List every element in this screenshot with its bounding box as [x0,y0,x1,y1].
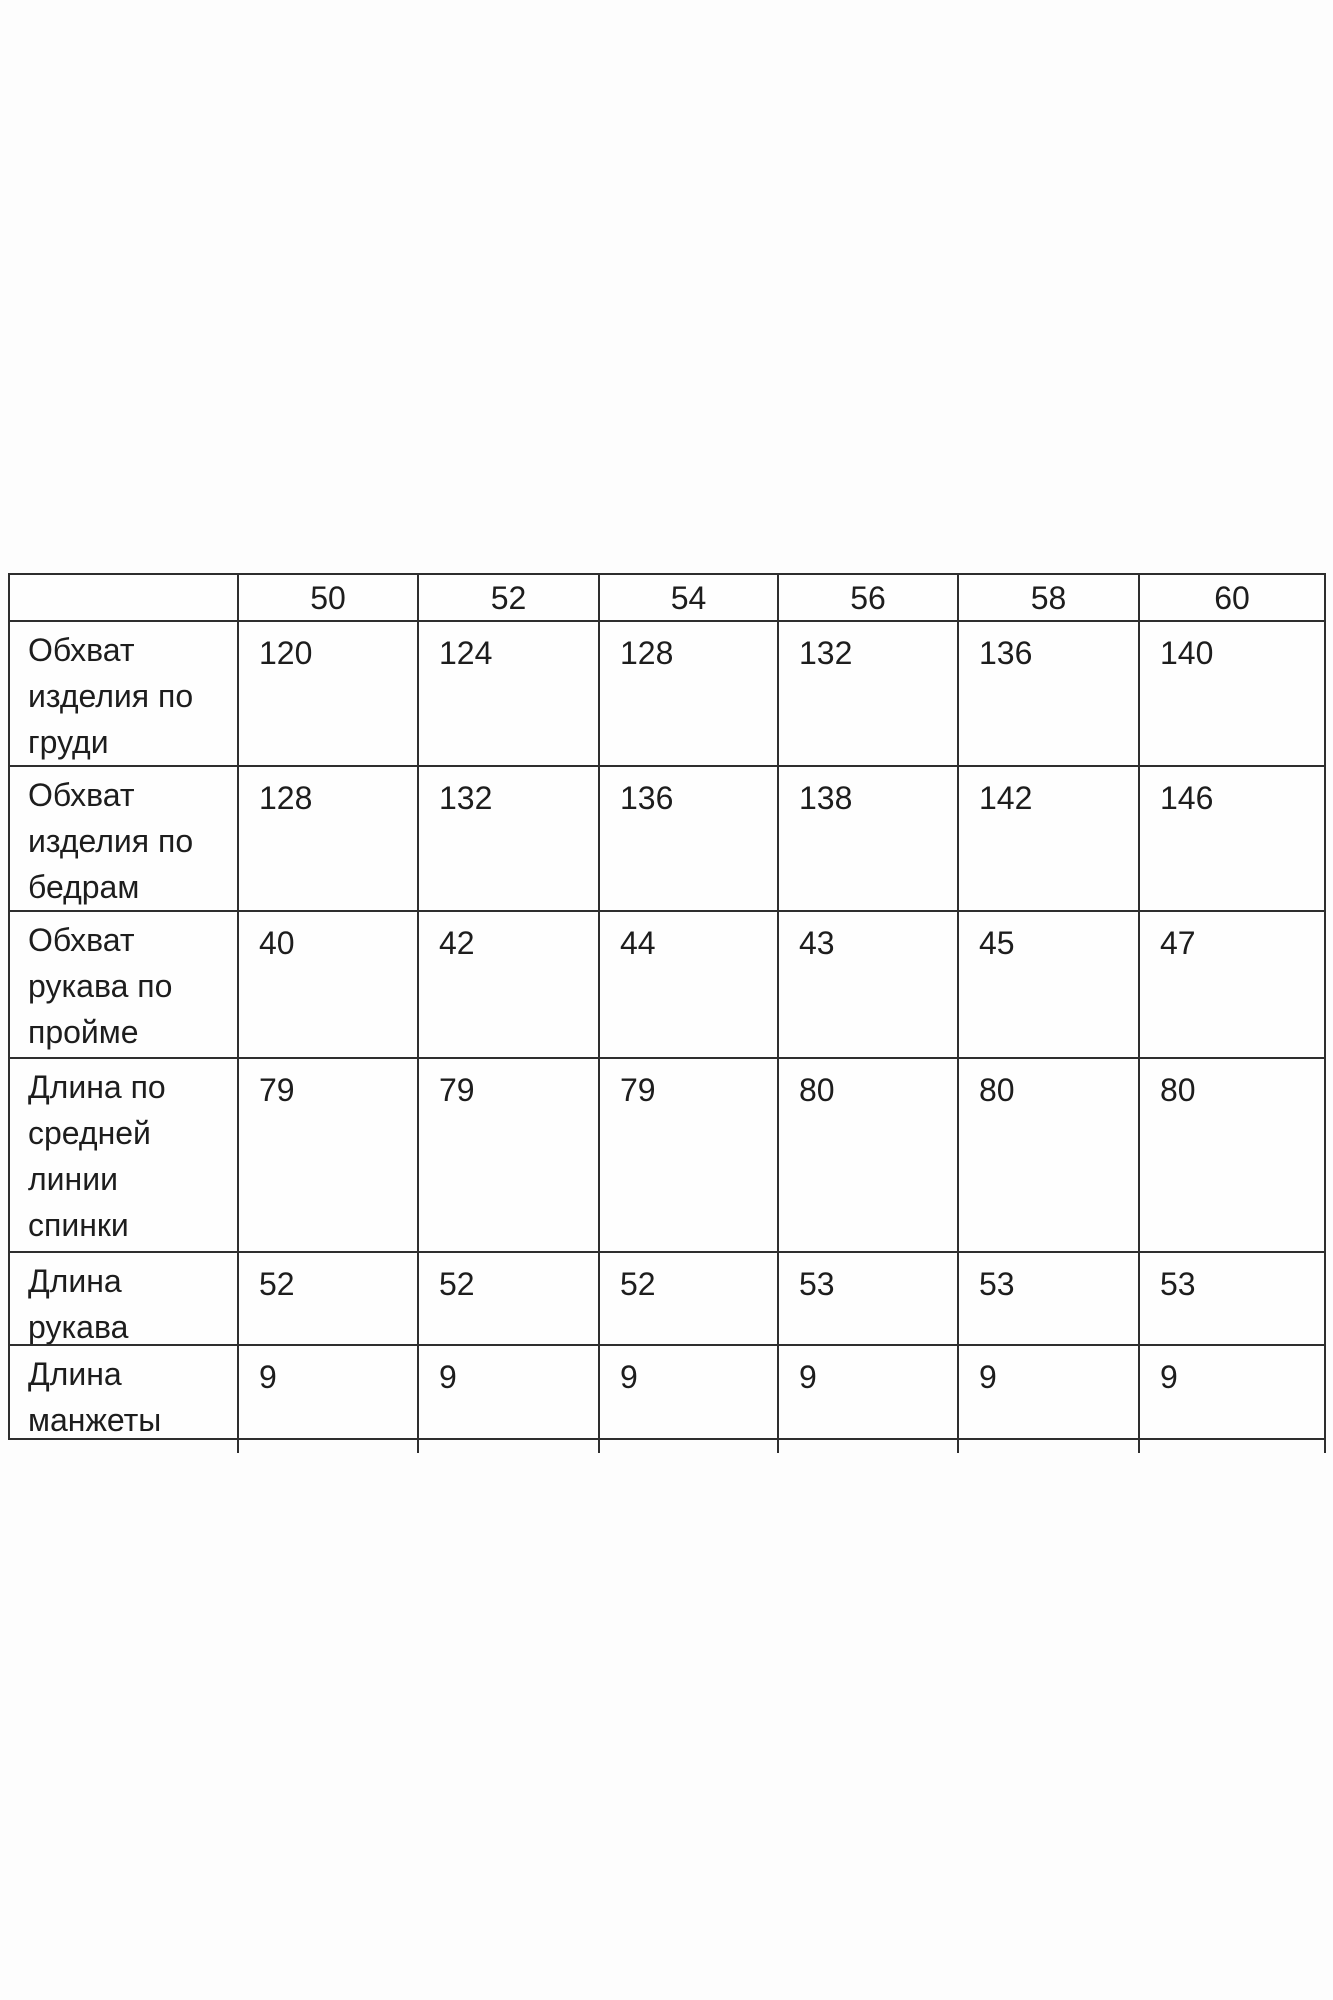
measurement-value-cell: 128 [239,767,419,912]
measurement-value-cell: 80 [1140,1059,1326,1253]
measurement-value-cell: 40 [239,912,419,1059]
border-tick [417,1440,419,1453]
measurement-value-cell: 136 [600,767,779,912]
measurement-value-cell: 9 [1140,1346,1326,1440]
measurement-value-cell: 43 [779,912,959,1059]
measurement-value-cell: 80 [959,1059,1140,1253]
measurement-value-cell: 45 [959,912,1140,1059]
measurement-value-cell: 42 [419,912,600,1059]
measurement-value-cell: 80 [779,1059,959,1253]
measurement-value-cell: 132 [419,767,600,912]
size-column-header: 52 [419,575,600,622]
measurement-value-cell: 124 [419,622,600,767]
border-tick [1138,1440,1140,1453]
measurement-value-cell: 44 [600,912,779,1059]
measurement-value-cell: 52 [600,1253,779,1346]
size-chart-table [8,573,1326,1440]
measurement-label: Длина рукава [10,1253,239,1346]
border-tick [237,1440,239,1453]
measurement-label: Длина по средней линии спинки [10,1059,239,1253]
measurement-value-cell: 53 [1140,1253,1326,1346]
measurement-value-cell: 138 [779,767,959,912]
measurement-value-cell: 52 [239,1253,419,1346]
measurement-value-cell: 132 [779,622,959,767]
measurement-label: Обхват изделия по бедрам [10,767,239,912]
measurement-value-cell: 9 [959,1346,1140,1440]
measurement-value-cell: 9 [419,1346,600,1440]
measurement-value-cell: 9 [239,1346,419,1440]
measurement-value-cell: 146 [1140,767,1326,912]
measurement-value-cell: 136 [959,622,1140,767]
measurement-label: Обхват изделия по груди [10,622,239,767]
border-tick [1324,1440,1326,1453]
measurement-value-cell: 79 [419,1059,600,1253]
measurement-value-cell: 140 [1140,622,1326,767]
measurement-label: Обхват рукава по пройме [10,912,239,1059]
measurement-value-cell: 52 [419,1253,600,1346]
border-tick [598,1440,600,1453]
measurement-label: Длина манжеты [10,1346,239,1440]
measurement-value-cell: 53 [959,1253,1140,1346]
measurement-value-cell: 128 [600,622,779,767]
size-column-header: 50 [239,575,419,622]
measurement-value-cell: 47 [1140,912,1326,1059]
corner-cell [10,575,239,622]
size-column-header: 58 [959,575,1140,622]
measurement-value-cell: 9 [600,1346,779,1440]
size-column-header: 54 [600,575,779,622]
measurement-value-cell: 53 [779,1253,959,1346]
measurement-value-cell: 79 [600,1059,779,1253]
measurement-value-cell: 142 [959,767,1140,912]
measurement-value-cell: 9 [779,1346,959,1440]
size-column-header: 56 [779,575,959,622]
border-tick [957,1440,959,1453]
measurement-value-cell: 79 [239,1059,419,1253]
border-tick [777,1440,779,1453]
size-column-header: 60 [1140,575,1326,622]
measurement-value-cell: 120 [239,622,419,767]
